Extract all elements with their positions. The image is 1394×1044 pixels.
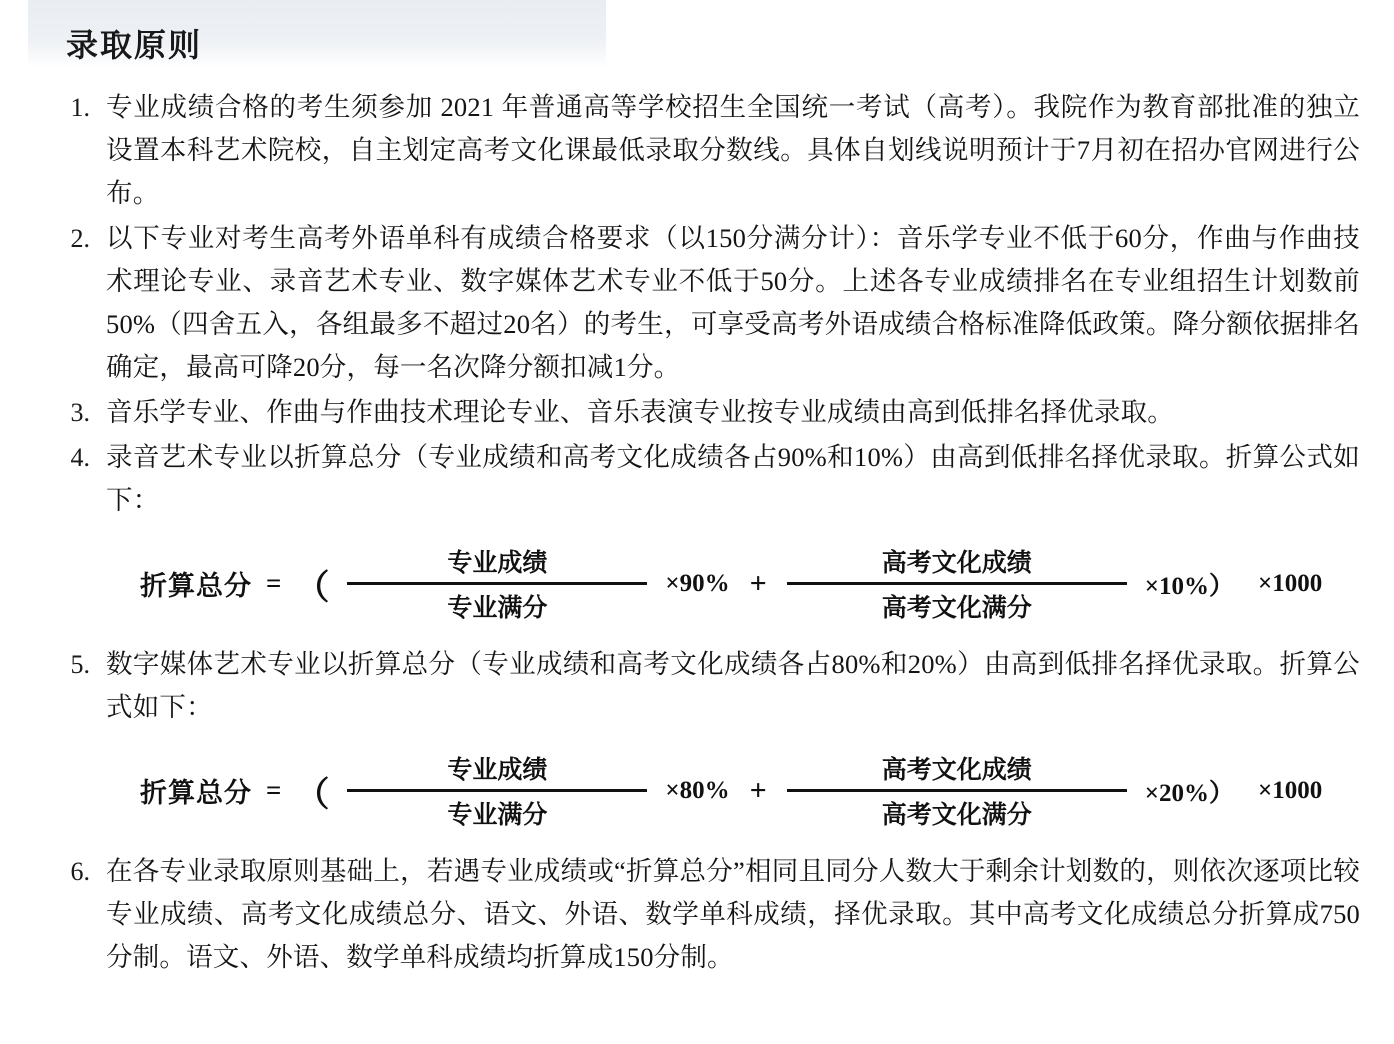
formula-fraction-culture bbox=[787, 540, 1127, 627]
fraction-numerator: 高考文化成绩 bbox=[881, 550, 1032, 577]
list-item-text: 录音艺术专业以折算总分（专业成绩和高考文化成绩各占90%和10%）由高到低排名择优录取。折算公式如下： bbox=[106, 442, 1360, 515]
fraction-denominator: 高考文化满分 bbox=[881, 802, 1032, 829]
formula-multiplier-major: ×80% bbox=[665, 776, 730, 804]
fraction-denominator: 专业满分 bbox=[447, 595, 548, 622]
formula-open-paren: （ bbox=[295, 570, 330, 607]
formula-digital-media-arts bbox=[140, 747, 1360, 834]
formula-fraction-major bbox=[347, 747, 647, 834]
list-item bbox=[60, 850, 1360, 979]
formula-fraction-major bbox=[347, 540, 647, 627]
formula-tail: ×1000 bbox=[1258, 776, 1323, 804]
formula-equals: = bbox=[266, 775, 282, 805]
list-item-text: 数字媒体艺术专业以折算总分（专业成绩和高考文化成绩各占80%和20%）由高到低排名择优录取。折算公式如下： bbox=[106, 649, 1360, 722]
formula-equals: = bbox=[266, 568, 282, 598]
list-item-number: 3. bbox=[70, 398, 90, 427]
fraction-denominator: 高考文化满分 bbox=[881, 595, 1032, 622]
formula-open-paren: （ bbox=[295, 777, 330, 814]
list-item bbox=[60, 391, 1360, 434]
formula-plus: + bbox=[749, 566, 767, 600]
fraction-numerator: 专业成绩 bbox=[447, 550, 548, 577]
formula-recording-arts bbox=[140, 540, 1360, 627]
fraction-denominator: 专业满分 bbox=[447, 802, 548, 829]
formula-label: 折算总分 bbox=[140, 778, 252, 808]
list-item bbox=[60, 217, 1360, 389]
list-item-text: 专业成绩合格的考生须参加 2021 年普通高等学校招生全国统一考试（高考）。我院作为教育部批准的独立设置本科艺术院校，自主划定高考文化课最低录取分数线。具体自划线说明预计于7月初在招办官网进行公布。 bbox=[106, 92, 1360, 208]
fraction-numerator: 专业成绩 bbox=[447, 757, 548, 784]
list-item bbox=[60, 436, 1360, 522]
list-item bbox=[60, 643, 1360, 729]
page-title: 录取原则 bbox=[66, 27, 203, 63]
formula-label: 折算总分 bbox=[140, 571, 252, 601]
list-item bbox=[60, 86, 1360, 215]
list-item-number: 1. bbox=[70, 93, 90, 122]
list-item-number: 6. bbox=[70, 857, 90, 886]
formula-multiplier-culture: ×20%） bbox=[1144, 779, 1234, 807]
list-item-number: 5. bbox=[70, 650, 90, 679]
list-item-text: 音乐学专业、作曲与作曲技术理论专业、音乐表演专业按专业成绩由高到低排名择优录取。 bbox=[106, 397, 1174, 427]
list-item-number: 2. bbox=[70, 224, 90, 253]
fraction-numerator: 高考文化成绩 bbox=[881, 757, 1032, 784]
list-item-text: 以下专业对考生高考外语单科有成绩合格要求（以150分满分计）：音乐学专业不低于60分，作曲与作曲技术理论专业、录音艺术专业、数字媒体艺术专业不低于50分。上述各专业成绩排名在专业组招生计划数前50%（四舍五入，各组最多不超过20名）的考生，可享受高考外语成绩合格标准降低政策。降分额依据排名确定，最高可降20分，每一名次降分额扣减1分。 bbox=[106, 223, 1360, 382]
list-item-text: 在各专业录取原则基础上，若遇专业成绩或“折算总分”相同且同分人数大于剩余计划数的，则依次逐项比较专业成绩、高考文化成绩总分、语文、外语、数学单科成绩，择优录取。其中高考文化成绩总分折算成750分制。语文、外语、数学单科成绩均折算成150分制。 bbox=[106, 856, 1360, 972]
formula-fraction-culture bbox=[787, 747, 1127, 834]
principles-list bbox=[60, 86, 1360, 981]
formula-multiplier-major: ×90% bbox=[665, 569, 730, 597]
list-item-number: 4. bbox=[70, 443, 90, 472]
formula-plus: + bbox=[749, 773, 767, 807]
formula-tail: ×1000 bbox=[1258, 569, 1323, 597]
formula-multiplier-culture: ×10%） bbox=[1144, 572, 1234, 600]
